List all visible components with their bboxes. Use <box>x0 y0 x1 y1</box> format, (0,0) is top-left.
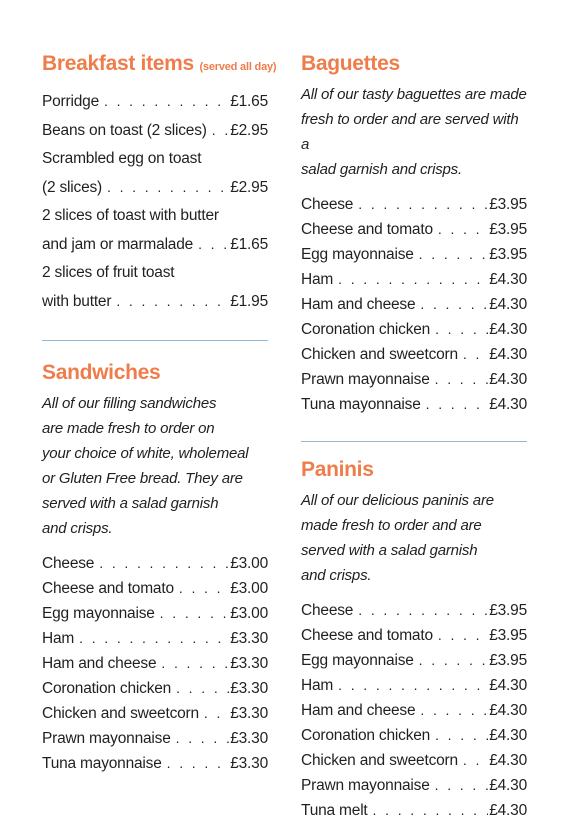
description-line: and crisps. <box>42 520 113 537</box>
item-name: Coronation chicken <box>42 680 172 697</box>
menu-item <box>301 598 527 623</box>
menu-item <box>301 192 527 217</box>
leader-dots <box>435 317 488 341</box>
item-price: £4.30 <box>489 371 527 388</box>
leader-dots <box>99 551 229 575</box>
menu-item <box>42 116 268 145</box>
item-name: Prawn mayonnaise <box>301 777 430 794</box>
breakfast-list <box>42 87 268 316</box>
menu-item <box>301 317 527 342</box>
menu-item <box>301 698 527 723</box>
menu-item <box>42 701 268 726</box>
menu-item <box>301 242 527 267</box>
menu-item <box>42 87 268 116</box>
sandwiches-title: Sandwiches <box>42 361 161 384</box>
leader-dots <box>179 576 229 600</box>
item-price: £1.95 <box>230 293 268 310</box>
leader-dots <box>419 242 489 266</box>
baguettes-title: Baguettes <box>301 52 400 75</box>
baguettes-list <box>301 192 527 417</box>
item-name: Cheese <box>301 196 354 213</box>
leader-dots <box>420 292 488 316</box>
leader-dots <box>426 392 489 416</box>
menu-item <box>301 217 527 242</box>
item-name: Ham <box>301 677 334 694</box>
description-line: All of our delicious paninis are <box>301 492 494 509</box>
menu-item <box>301 748 527 773</box>
leader-dots <box>435 367 489 391</box>
leader-dots <box>107 173 229 201</box>
breakfast-section <box>42 50 277 316</box>
item-price: £3.30 <box>230 630 268 647</box>
item-name: Ham and cheese <box>42 655 157 672</box>
item-price: £3.95 <box>489 196 527 213</box>
leader-dots <box>435 773 489 797</box>
item-name: Coronation chicken <box>301 727 431 744</box>
description-line: served with a salad garnish <box>301 542 478 559</box>
sandwiches-description <box>42 391 268 541</box>
item-name-line: 2 slices of toast with butter <box>42 207 219 224</box>
leader-dots <box>358 598 488 622</box>
leader-dots <box>104 87 229 115</box>
leader-dots <box>79 626 229 650</box>
item-price: £4.30 <box>489 752 527 769</box>
leader-dots <box>420 698 488 722</box>
item-name: Beans on toast (2 slices) <box>42 122 207 139</box>
item-name: Cheese and tomato <box>42 580 174 597</box>
paninis-list <box>301 598 527 823</box>
menu-item <box>301 798 527 823</box>
leader-dots <box>463 342 488 366</box>
leader-dots <box>463 748 488 772</box>
menu-item <box>42 676 268 701</box>
item-price: £4.30 <box>489 677 527 694</box>
breakfast-heading <box>42 50 277 81</box>
item-price: £4.30 <box>489 802 527 819</box>
item-name: Coronation chicken <box>301 321 431 338</box>
description-line: and crisps. <box>301 567 372 584</box>
breakfast-title: Breakfast items <box>42 52 194 75</box>
item-name: Tuna mayonnaise <box>42 755 162 772</box>
item-name: Chicken and sweetcorn <box>42 705 199 722</box>
leader-dots <box>419 648 489 672</box>
description-line: salad garnish and crisps. <box>301 161 462 178</box>
item-price: £2.95 <box>230 122 268 139</box>
item-price: £3.95 <box>489 652 527 669</box>
description-line: or Gluten Free bread. They are <box>42 470 243 487</box>
baguettes-section <box>301 50 527 417</box>
item-price: £3.30 <box>230 680 268 697</box>
item-price: £3.95 <box>489 246 527 263</box>
paninis-description <box>301 488 527 588</box>
item-name: Prawn mayonnaise <box>301 371 430 388</box>
description-line: served with a salad garnish <box>42 495 219 512</box>
menu-item <box>301 648 527 673</box>
menu-item <box>301 773 527 798</box>
item-price: £4.30 <box>489 321 527 338</box>
item-price: £3.30 <box>230 705 268 722</box>
menu-item <box>301 392 527 417</box>
menu-item <box>42 601 268 626</box>
item-name: Cheese <box>42 555 95 572</box>
item-price: £3.30 <box>230 655 268 672</box>
menu-item <box>301 673 527 698</box>
item-name: (2 slices) <box>42 179 103 196</box>
leader-dots <box>338 673 488 697</box>
item-price: £3.00 <box>230 580 268 597</box>
paninis-section <box>301 456 527 823</box>
leader-dots <box>438 623 488 647</box>
item-price: £4.30 <box>489 271 527 288</box>
menu-item <box>42 576 268 601</box>
item-name: Cheese and tomato <box>301 627 433 644</box>
leader-dots <box>161 651 229 675</box>
menu-item <box>42 751 268 776</box>
leader-dots <box>438 217 488 241</box>
item-price: £4.30 <box>489 702 527 719</box>
item-price: £3.95 <box>489 602 527 619</box>
menu-item <box>301 623 527 648</box>
item-price: £2.95 <box>230 179 268 196</box>
item-price: £3.30 <box>230 755 268 772</box>
item-name: Tuna melt <box>301 802 368 819</box>
item-name: Tuna mayonnaise <box>301 396 421 413</box>
section-divider <box>301 441 527 442</box>
item-name: Chicken and sweetcorn <box>301 752 458 769</box>
item-name: Porridge <box>42 93 99 110</box>
item-price: £3.00 <box>230 605 268 622</box>
item-name: Cheese <box>301 602 354 619</box>
menu-item <box>42 726 268 751</box>
description-line: your choice of white, wholemeal <box>42 445 249 462</box>
leader-dots <box>212 116 229 144</box>
item-name-line: 2 slices of fruit toast <box>42 264 175 281</box>
item-price: £4.30 <box>489 777 527 794</box>
menu-item <box>301 267 527 292</box>
item-price: £3.00 <box>230 555 268 572</box>
item-price: £4.30 <box>489 346 527 363</box>
leader-dots <box>198 230 229 258</box>
leader-dots <box>160 601 230 625</box>
menu-item <box>42 551 268 576</box>
description-line: All of our tasty baguettes are made <box>301 86 527 103</box>
item-price: £4.30 <box>489 396 527 413</box>
item-price: £3.95 <box>489 627 527 644</box>
item-price: £3.30 <box>230 730 268 747</box>
item-name: Ham <box>42 630 75 647</box>
sandwiches-section <box>42 359 268 776</box>
leader-dots <box>167 751 230 775</box>
right-column <box>301 50 527 823</box>
menu-item <box>42 230 268 259</box>
item-name: and jam or marmalade <box>42 236 194 253</box>
item-name: Ham and cheese <box>301 702 416 719</box>
menu-item <box>42 287 268 316</box>
item-name: with butter <box>42 293 112 310</box>
menu-item <box>42 626 268 651</box>
section-divider <box>42 340 268 341</box>
item-price: £3.95 <box>489 221 527 238</box>
item-name: Egg mayonnaise <box>301 246 414 263</box>
breakfast-subtitle: (served all day) <box>199 61 277 73</box>
leader-dots <box>116 287 229 315</box>
leader-dots <box>358 192 488 216</box>
description-line: All of our filling sandwiches <box>42 395 217 412</box>
item-name: Egg mayonnaise <box>301 652 414 669</box>
item-price: £1.65 <box>230 93 268 110</box>
menu-item <box>301 292 527 317</box>
menu-item <box>301 723 527 748</box>
menu-item <box>42 651 268 676</box>
description-line: are made fresh to order on <box>42 420 215 437</box>
menu-item <box>301 342 527 367</box>
item-name: Cheese and tomato <box>301 221 433 238</box>
paninis-title: Paninis <box>301 458 374 481</box>
sandwiches-list <box>42 551 268 776</box>
item-price: £4.30 <box>489 727 527 744</box>
item-name-line: Scrambled egg on toast <box>42 150 202 167</box>
item-price: £1.65 <box>230 236 268 253</box>
description-line: made fresh to order and are <box>301 517 482 534</box>
leader-dots <box>176 676 229 700</box>
leader-dots <box>435 723 488 747</box>
item-name: Egg mayonnaise <box>42 605 155 622</box>
menu-item <box>301 367 527 392</box>
item-price: £4.30 <box>489 296 527 313</box>
description-line: fresh to order and are served with a <box>301 111 519 153</box>
leader-dots <box>338 267 488 291</box>
left-column <box>42 50 277 776</box>
item-name: Chicken and sweetcorn <box>301 346 458 363</box>
item-name: Prawn mayonnaise <box>42 730 171 747</box>
item-name: Ham and cheese <box>301 296 416 313</box>
item-name: Ham <box>301 271 334 288</box>
leader-dots <box>204 701 229 725</box>
leader-dots <box>176 726 230 750</box>
baguettes-description <box>301 82 527 182</box>
leader-dots <box>373 798 489 822</box>
menu-item <box>42 173 268 202</box>
